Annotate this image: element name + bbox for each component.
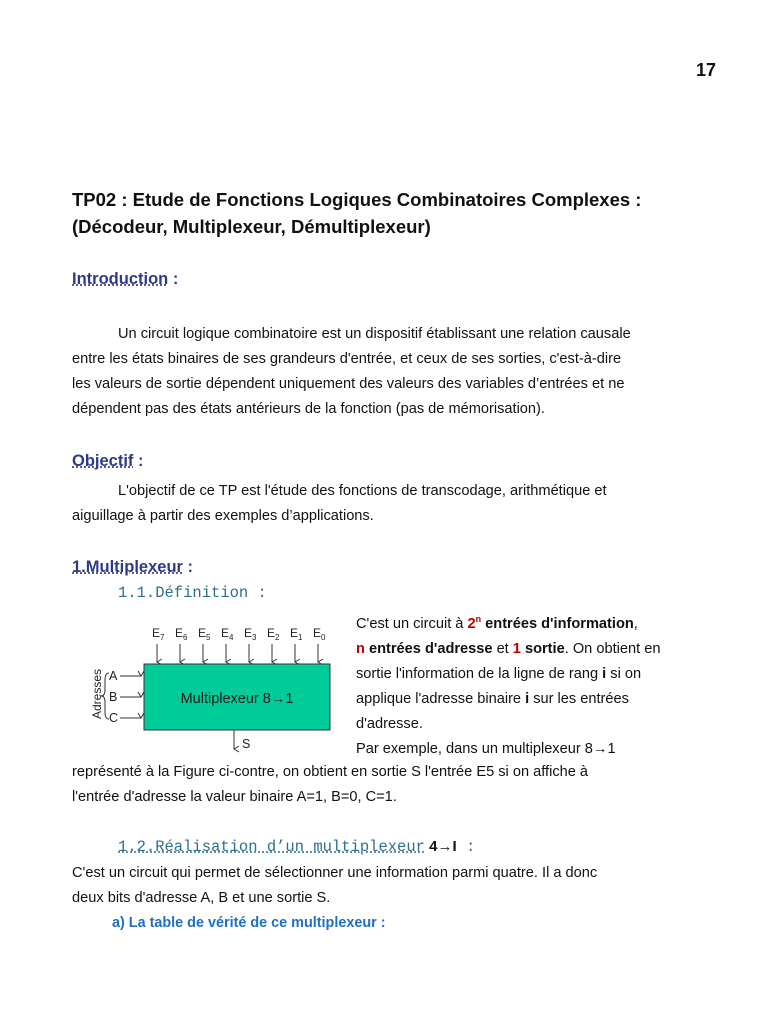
input-label-e3: $E_3$ bbox=[244, 626, 257, 642]
definition-line-5: d'adresse. bbox=[356, 715, 423, 732]
definition-heading bbox=[118, 584, 267, 602]
document-title bbox=[72, 186, 712, 240]
definition-line-8: l'entrée d'adresse la valeur binaire A=1, B=0, C=1. bbox=[72, 789, 397, 805]
address-a-label: A bbox=[109, 669, 118, 683]
def-text: et bbox=[492, 640, 513, 657]
def-text: sortie l'information de la ligne de rang bbox=[356, 665, 603, 682]
definition-line-1 bbox=[356, 607, 706, 637]
definition-line-6: Par exemple, dans un multiplexeur 8→1 bbox=[356, 740, 616, 757]
objectif-line-2: aiguillage à partir des exemples d’applications. bbox=[72, 508, 374, 524]
definition-line-7: représenté à la Figure ci-contre, on obtient en sortie S l'entrée E5 si on affiche à bbox=[72, 764, 589, 780]
input-label-e6: $E_6$ bbox=[175, 626, 188, 642]
def-red-n: n bbox=[356, 640, 365, 657]
realisation-line-2: deux bits d'adresse A, B et une sortie S. bbox=[72, 890, 331, 906]
def-bold-i: i bbox=[525, 690, 530, 707]
multiplexer-block-label: Multiplexeur 8→1 bbox=[180, 691, 294, 707]
objectif-heading bbox=[72, 452, 144, 471]
definition-continuation bbox=[72, 760, 702, 810]
def-bold-i: i bbox=[602, 665, 607, 682]
input-label-e2: $E_2$ bbox=[267, 626, 280, 642]
realisation-line-1: C'est un circuit qui permet de sélectionner une information parmi quatre. Il a donc bbox=[72, 865, 598, 881]
realisation-heading-suffix: 4→I bbox=[424, 838, 457, 855]
multiplexer-diagram bbox=[84, 618, 346, 758]
definition-line-3 bbox=[356, 662, 706, 687]
title-line-2: (Décodeur, Multiplexeur, Démultiplexeur) bbox=[72, 216, 431, 237]
definition-heading-text: 1.1.Définition bbox=[118, 584, 249, 602]
objectif-paragraph bbox=[72, 479, 702, 529]
introduction-heading bbox=[72, 270, 178, 289]
input-label-e0: $E_0$ bbox=[313, 626, 326, 642]
input-label-e1: $E_1$ bbox=[290, 626, 303, 642]
def-bold: sortie bbox=[520, 640, 565, 657]
def-text: sur les entrées bbox=[529, 690, 629, 707]
introduction-heading-text: Introduction bbox=[72, 270, 169, 288]
input-label-e4: $E_4$ bbox=[221, 626, 234, 642]
def-bold: entrées d'information bbox=[481, 615, 634, 632]
introduction-line-4: dépendent pas des états antérieurs de la fonction (pas de mémorisation). bbox=[72, 401, 545, 417]
multiplexeur-heading-text: 1.Multiplexeur bbox=[72, 558, 183, 576]
def-bold: entrées d'adresse bbox=[364, 640, 493, 657]
multiplexeur-heading-colon: : bbox=[182, 558, 194, 576]
def-text: . On obtient en bbox=[564, 640, 661, 657]
truth-table-heading: a) La table de vérité de ce multiplexeur : bbox=[112, 915, 386, 931]
definition-heading-colon: : bbox=[248, 584, 267, 602]
def-red-1: 1 bbox=[512, 640, 521, 657]
objectif-line-1: L'objectif de ce TP est l'étude des fonctions de transcodage, arithmétique et bbox=[118, 483, 607, 499]
def-sup-n: n bbox=[475, 614, 482, 624]
introduction-line-1: Un circuit logique combinatoire est un dispositif établissant une relation causale bbox=[118, 326, 631, 342]
objectif-heading-colon: : bbox=[133, 452, 144, 470]
introduction-paragraph bbox=[72, 322, 702, 422]
realisation-paragraph bbox=[72, 861, 702, 911]
definition-line-2 bbox=[356, 637, 706, 662]
multiplexeur-heading bbox=[72, 558, 193, 577]
def-text: si on bbox=[606, 665, 642, 682]
address-b-label: B bbox=[109, 690, 118, 704]
address-c-label: C bbox=[109, 711, 119, 725]
definition-line-4 bbox=[356, 687, 706, 712]
def-text: applique l'adresse binaire bbox=[356, 690, 526, 707]
introduction-heading-colon: : bbox=[168, 270, 179, 288]
page-number: 17 bbox=[695, 60, 716, 80]
introduction-line-3: les valeurs de sortie dépendent uniquement des valeurs des variables d’entrées et ne bbox=[72, 376, 625, 392]
address-label: Adresses bbox=[90, 668, 104, 720]
title-line-1: TP02 : Etude de Fonctions Logiques Combinatoires Complexes : bbox=[72, 189, 642, 210]
realisation-heading-colon: : bbox=[456, 838, 476, 856]
input-label-e7: $E_7$ bbox=[152, 626, 165, 642]
def-text: , bbox=[633, 615, 638, 632]
input-label-e5: $E_5$ bbox=[198, 626, 211, 642]
introduction-line-2: entre les états binaires de ses grandeurs d'entrée, et ceux de ses sorties, c'est-à-dire bbox=[72, 351, 622, 367]
def-red-2: 2 bbox=[467, 615, 476, 632]
objectif-heading-text: Objectif bbox=[72, 452, 134, 470]
definition-paragraph bbox=[356, 607, 706, 762]
realisation-heading bbox=[118, 838, 475, 856]
def-text: C'est un circuit à bbox=[356, 615, 468, 632]
output-label: S bbox=[242, 737, 251, 751]
realisation-heading-text: 1.2.Réalisation d’un multiplexeur bbox=[118, 838, 425, 856]
